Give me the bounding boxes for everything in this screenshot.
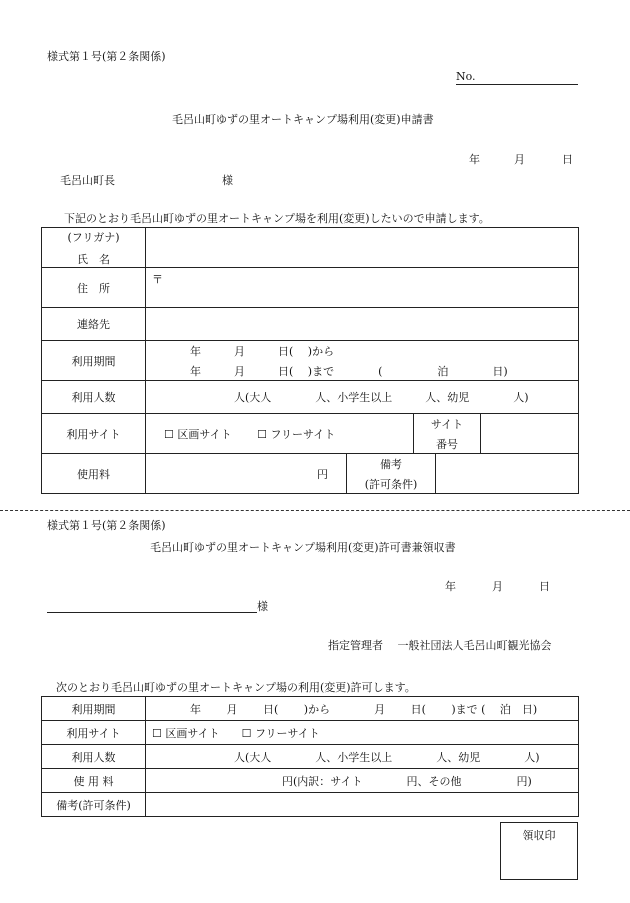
designated-manager: 指定管理者 一般社団法人毛呂山町観光協会: [328, 639, 552, 652]
remarks-label: [347, 454, 436, 494]
site-number-label-1: サイト: [430, 417, 464, 431]
permit-period-label: 利用期間: [42, 697, 146, 721]
permit-site-label: 利用サイト: [42, 721, 146, 745]
permit-date-day-label: 日: [539, 580, 550, 593]
permit-count-input[interactable]: [146, 745, 579, 769]
addressee-sama: 様: [222, 174, 233, 187]
remarks-input[interactable]: [436, 454, 579, 494]
permit-date-year-label: 年: [445, 580, 456, 593]
permit-date-month-label: 月: [492, 580, 503, 593]
permit-count-detail: 人(大人 人、小学生以上 人、幼児 人): [234, 750, 540, 764]
postal-mark: 〒: [152, 273, 163, 286]
cut-line-divider: [0, 510, 630, 511]
permit-remarks-input[interactable]: [146, 793, 579, 817]
count-input[interactable]: [146, 381, 579, 414]
date-day-label: 日: [562, 153, 573, 166]
form-number-top: 様式第１号(第２条関係): [47, 50, 166, 63]
site-label: 利用サイト: [42, 414, 146, 454]
name-label-cell: [42, 228, 146, 268]
page-title-application: 毛呂山町ゆずの里オートキャンプ場利用(変更)申請書: [172, 113, 434, 126]
site-number-label-2: 番号: [436, 437, 458, 451]
site-number-input[interactable]: [481, 414, 579, 454]
date-month-label: 月: [514, 153, 525, 166]
fee-input[interactable]: [146, 454, 347, 494]
count-label: 利用人数: [42, 381, 146, 414]
page-title-permit: 毛呂山町ゆずの里オートキャンプ場利用(変更)許可書兼領収書: [150, 541, 456, 554]
receipt-stamp-box: [500, 822, 578, 880]
name-label: 氏 名: [77, 252, 110, 266]
permit-fee-input[interactable]: [146, 769, 579, 793]
site-option-free[interactable]: ☐ フリーサイト: [257, 427, 336, 441]
serial-no-field[interactable]: [456, 70, 578, 85]
recipient-sama: 様: [257, 600, 268, 613]
site-options: [146, 414, 414, 454]
period-input[interactable]: [146, 341, 579, 381]
serial-no-label: No.: [456, 70, 476, 83]
receipt-stamp-label: 領収印: [522, 829, 556, 842]
fee-label: 使用料: [42, 454, 146, 494]
address-label: 住 所: [42, 268, 146, 308]
application-intro: 下記のとおり毛呂山町ゆずの里オートキャンプ場を利用(変更)したいので申請します。: [64, 212, 490, 225]
permit-site-options: ☐ 区画サイト ☐ フリーサイト: [152, 726, 320, 740]
form-number-bottom: 様式第１号(第２条関係): [47, 519, 166, 532]
name-input[interactable]: [146, 228, 579, 268]
addressee-mayor: 毛呂山町長: [60, 174, 115, 187]
furigana-label: (フリガナ): [67, 230, 120, 244]
application-table: [41, 227, 579, 494]
recipient-name-field[interactable]: [47, 597, 257, 613]
period-label: 利用期間: [42, 341, 146, 381]
permit-count-label: 利用人数: [42, 745, 146, 769]
period-to-line: 年 月 日( )まで ( 泊 日): [190, 364, 508, 378]
site-number-label: [414, 414, 481, 454]
permit-intro: 次のとおり毛呂山町ゆずの里オートキャンプ場の利用(変更)許可します。: [56, 681, 416, 694]
remarks-label-1: 備考: [380, 457, 402, 471]
fee-yen-unit: 円: [317, 467, 328, 481]
permit-fee-label: 使 用 料: [42, 769, 146, 793]
permit-fee-detail: 円(内訳：サイト 円、その他 円): [282, 774, 532, 788]
permit-remarks-label: 備考(許可条件): [42, 793, 146, 817]
contact-input[interactable]: [146, 308, 579, 341]
permit-period-input[interactable]: [146, 697, 579, 721]
permit-table: [41, 696, 579, 817]
permit-period-detail: 年 月 日( )から 月 日( )まで ( 泊 日): [190, 702, 538, 716]
count-detail: 人(大人 人、小学生以上 人、幼児 人): [234, 391, 529, 404]
date-year-label: 年: [469, 153, 480, 166]
remarks-label-2: (許可条件): [364, 477, 418, 491]
address-input[interactable]: [146, 268, 579, 308]
period-from-line: 年 月 日( )から: [190, 344, 335, 358]
contact-label: 連絡先: [42, 308, 146, 341]
site-option-section[interactable]: ☐ 区画サイト: [164, 427, 232, 441]
permit-site-input[interactable]: [146, 721, 579, 745]
